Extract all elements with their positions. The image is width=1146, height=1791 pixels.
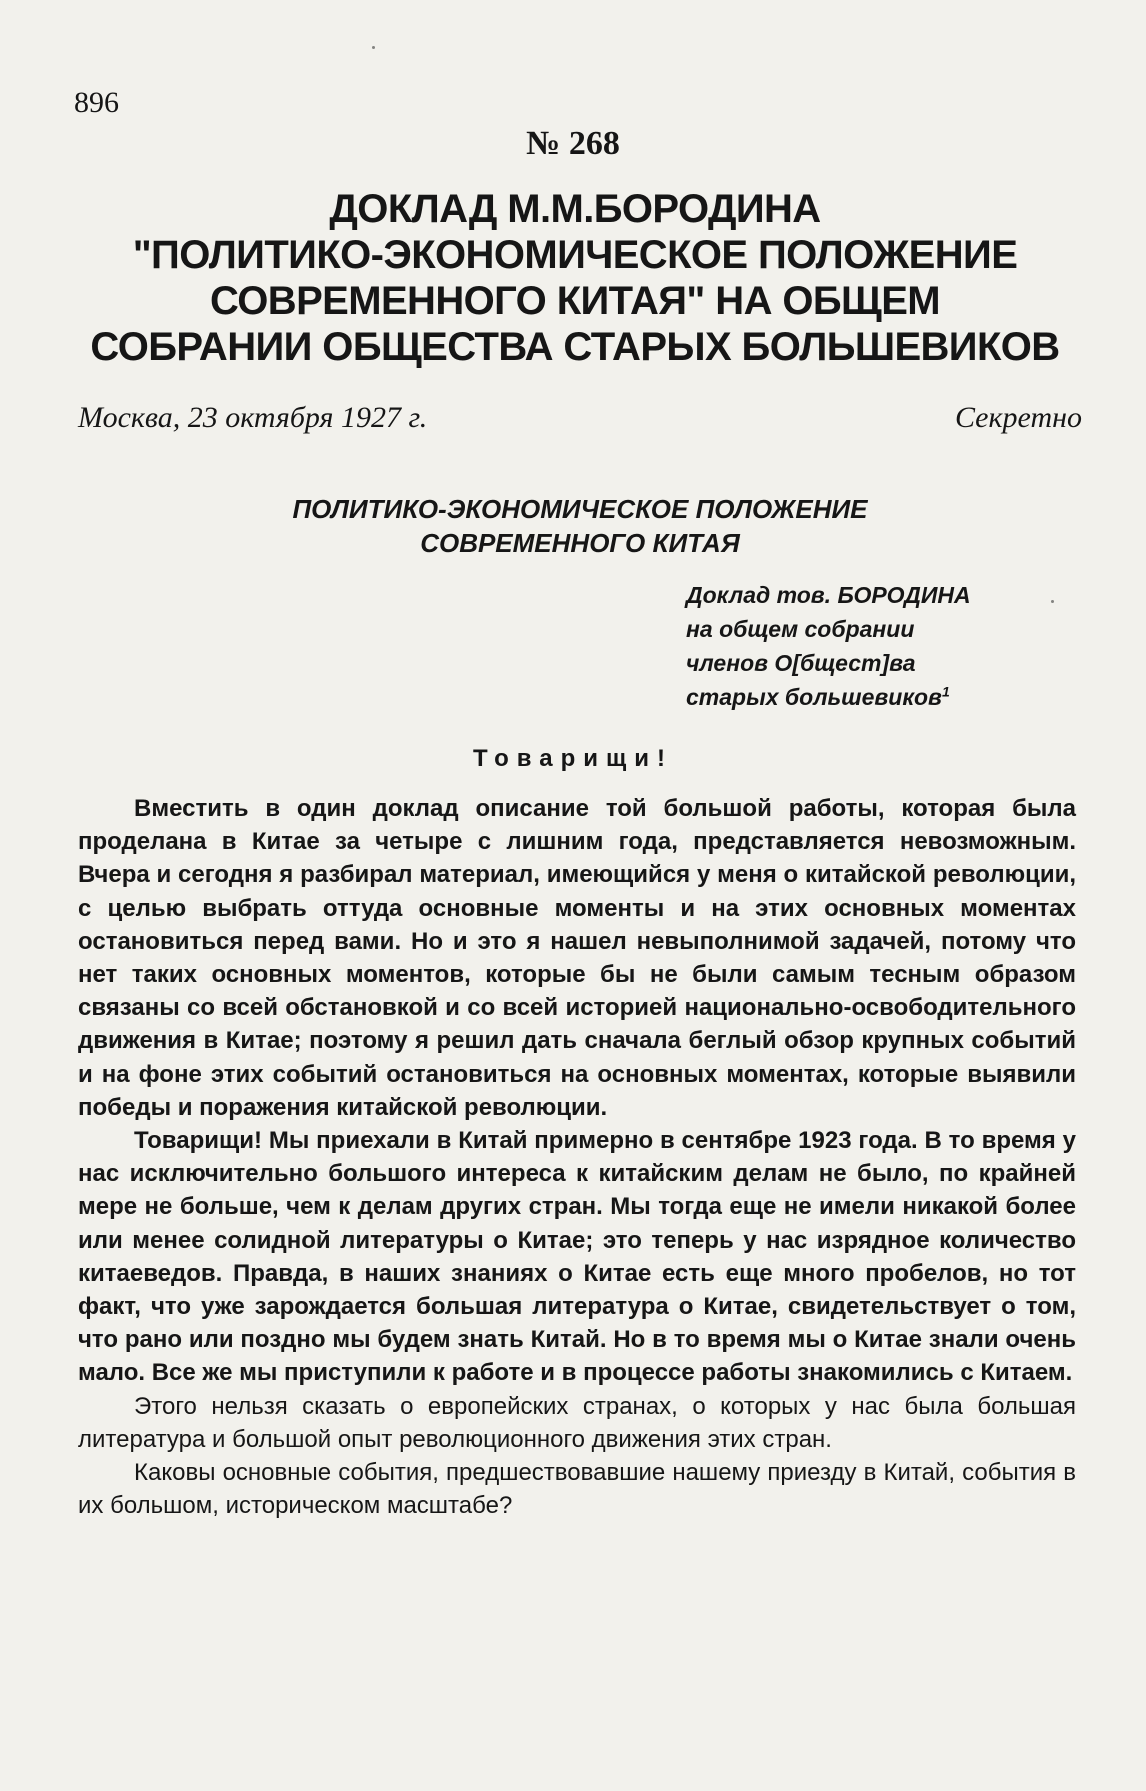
title-line: "ПОЛИТИКО-ЭКОНОМИЧЕСКОЕ ПОЛОЖЕНИЕ bbox=[132, 233, 1018, 277]
report-epigraph bbox=[686, 578, 1106, 714]
subtitle-line: СОВРЕМЕННОГО КИТАЯ bbox=[420, 528, 740, 558]
paragraph: Каковы основные события, предшествовавшие нашему приезду в Китай, события в их большом, историческом масштабе? bbox=[78, 1459, 1076, 1520]
document-title bbox=[70, 186, 1080, 370]
classification-label: Секретно bbox=[954, 401, 1082, 434]
epigraph-line: Доклад тов. БОРОДИНА bbox=[686, 582, 971, 608]
title-line: СОБРАНИИ ОБЩЕСТВА СТАРЫХ БОЛЬШЕВИКОВ bbox=[90, 325, 1060, 369]
salutation: Товарищи! bbox=[472, 745, 673, 772]
report-body bbox=[78, 792, 1076, 1522]
scan-speck bbox=[372, 46, 375, 49]
subtitle-line: ПОЛИТИКО-ЭКОНОМИЧЕСКОЕ ПОЛОЖЕНИЕ bbox=[292, 494, 868, 524]
paragraph: Этого нельзя сказать о европейских странах, о которых у нас была большая литература и большой опыт революционного движения этих стран. bbox=[78, 1392, 1076, 1453]
epigraph-line-last bbox=[686, 680, 1106, 714]
place-date: Москва, 23 октября 1927 г. bbox=[78, 401, 428, 434]
title-line: СОВРЕМЕННОГО КИТАЯ" НА ОБЩЕМ bbox=[209, 279, 941, 323]
epigraph-line: на общем собрании bbox=[686, 616, 915, 642]
title-line: ДОКЛАД М.М.БОРОДИНА bbox=[329, 187, 821, 231]
footnote-marker: 1 bbox=[941, 683, 950, 700]
scan-speck bbox=[1051, 600, 1054, 603]
paragraph: Товарищи! Мы приехали в Китай примерно в сентябре 1923 года. В то время у нас исключительно большого интереса к китайским делам не было, по крайней мере не больше, чем к делам других стран. Мы тогда еще не имели никакой более или менее солидной литературы о Китае; это теперь у нас изрядное количество китаеведов. Правда, в наших знаниях о Китае есть еще много пробелов, но тот факт, что уже зарождается большая литература о Китае, свидетельствует о том, что рано или поздно мы будем знать Китай. Но в то время мы о Китае знали очень мало. Все же мы приступили к работе и в процессе работы знакомились с Китаем. bbox=[78, 1127, 1076, 1387]
report-subtitle bbox=[150, 492, 1010, 560]
paragraph: Вместить в один доклад описание той большой работы, которая была проделана в Китае за четыре с лишним года, представляется невозможным. Вчера и сегодня я разбирал материал, имеющийся у меня о китайской революции, с целью выбрать оттуда основные моменты и на этих основных моментах остановиться перед вами. Но и это я нашел невыполнимой задачей, потому что нет таких основных моментов, которые бы не были самым тесным образом связаны со всей обстановкой и со всей историей национально-освободительного движения в Китае; поэтому я решил дать сначала беглый обзор крупных событий и на фоне этих событий остановиться на основных моментах, которые выявили победы и поражения китайской революции. bbox=[78, 795, 1076, 1121]
document-number: № 268 bbox=[526, 125, 620, 162]
epigraph-line: членов О[бщест]ва bbox=[686, 650, 916, 676]
epigraph-line-text: старых большевиков bbox=[686, 684, 942, 710]
page-number: 896 bbox=[74, 86, 119, 119]
